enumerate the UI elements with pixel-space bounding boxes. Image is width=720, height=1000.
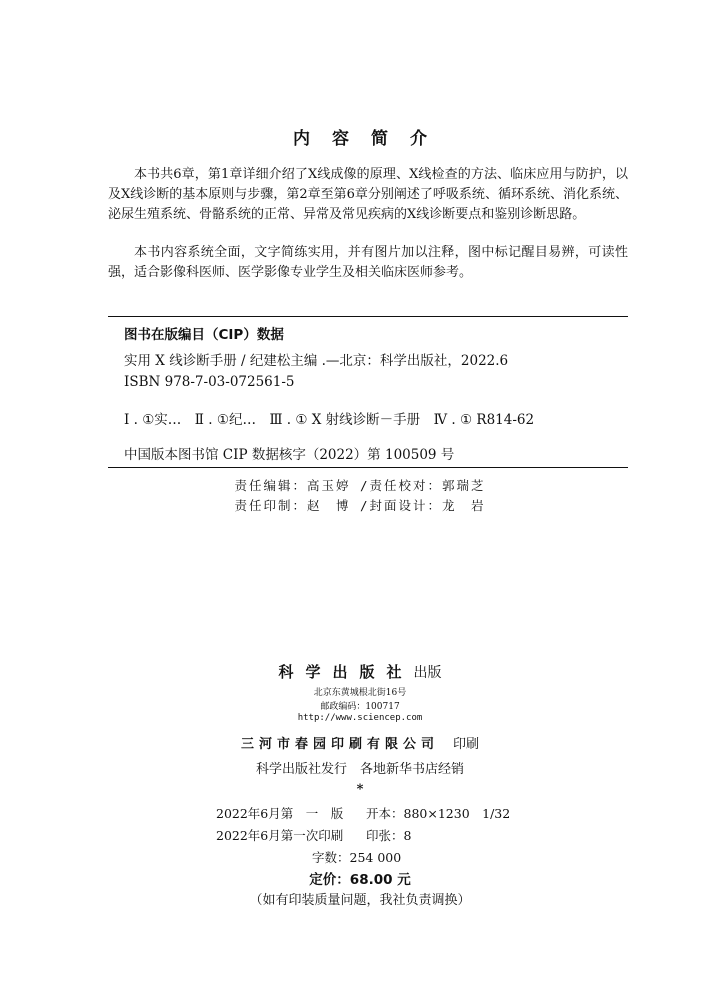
staff-line-1: 责任编辑：高玉婷 /责任校对：郭瑞芝 (234, 478, 486, 493)
word-count: 字数：254 000 (312, 850, 402, 865)
cip-isbn: ISBN 978-7-03-072561-5 (124, 374, 295, 390)
printing-label: 2022年6月第一次印刷 (216, 828, 344, 843)
distribution-line: 科学出版社发行 各地新华书店经销 (255, 762, 464, 777)
cip-bottom-rule (108, 467, 628, 468)
cip-book-line: 实用 X 线诊断手册 / 纪建松主编 .—北京：科学出版社，2022.6 (124, 353, 509, 369)
printer-name: 三河市春园印刷有限公司 (240, 737, 439, 752)
publisher-address: 北京东黄城根北街16号 (313, 688, 407, 698)
cip-verification: 中国版本图书馆 CIP 数据核字（2022）第 100509 号 (124, 447, 455, 463)
edition-row-1 (216, 804, 510, 822)
printer-line (0, 733, 720, 752)
page-title: 内容简介 (293, 129, 449, 149)
format-label: 开本：880×1230 1/32 (366, 806, 511, 821)
cip-top-rule (108, 316, 628, 317)
edition-label: 2022年6月第 一 版 (216, 806, 344, 821)
sheets-label: 印张：8 (366, 828, 412, 843)
edition-row-2 (216, 826, 411, 844)
publisher-suffix: 出版 (413, 665, 442, 681)
cip-classification: Ⅰ . ①实… Ⅱ . ①纪… Ⅲ . ① X 射线诊断－手册 Ⅳ . ① R814-62 (124, 412, 535, 428)
price: 定价：68.00 元 (309, 872, 411, 888)
staff-line-2: 责任印制：赵 博 /封面设计：龙 岩 (234, 498, 486, 513)
cip-heading: 图书在版编目（CIP）数据 (124, 327, 284, 343)
publisher-url: http://www.sciencep.com (297, 713, 423, 723)
separator-asterisk: * (356, 782, 364, 797)
printer-suffix: 印刷 (453, 737, 480, 752)
summary-paragraph-1: 本书共6章，第1章详细介绍了X线成像的原理、X线检查的方法、临床应用与防护，以及X线诊断的基本原则与步骤，第2章至第6章分别阐述了呼吸系统、循环系统、消化系统、泌尿生殖系统、骨骼系统的正常、异常及常见疾病的X线诊断要点和鉴别诊断思路。 (108, 167, 628, 222)
publisher-name: 科学出版社 (278, 663, 414, 681)
notice: （如有印装质量问题，我社负责调换） (249, 893, 471, 908)
publisher-postcode: 邮政编码：100717 (320, 702, 400, 712)
publisher-line (0, 661, 720, 682)
summary-paragraph-2: 本书内容系统全面，文字简练实用，并有图片加以注释，图中标记醒目易辨，可读性强，适合影像科医师、医学影像专业学生及相关临床医师参考。 (108, 245, 628, 280)
